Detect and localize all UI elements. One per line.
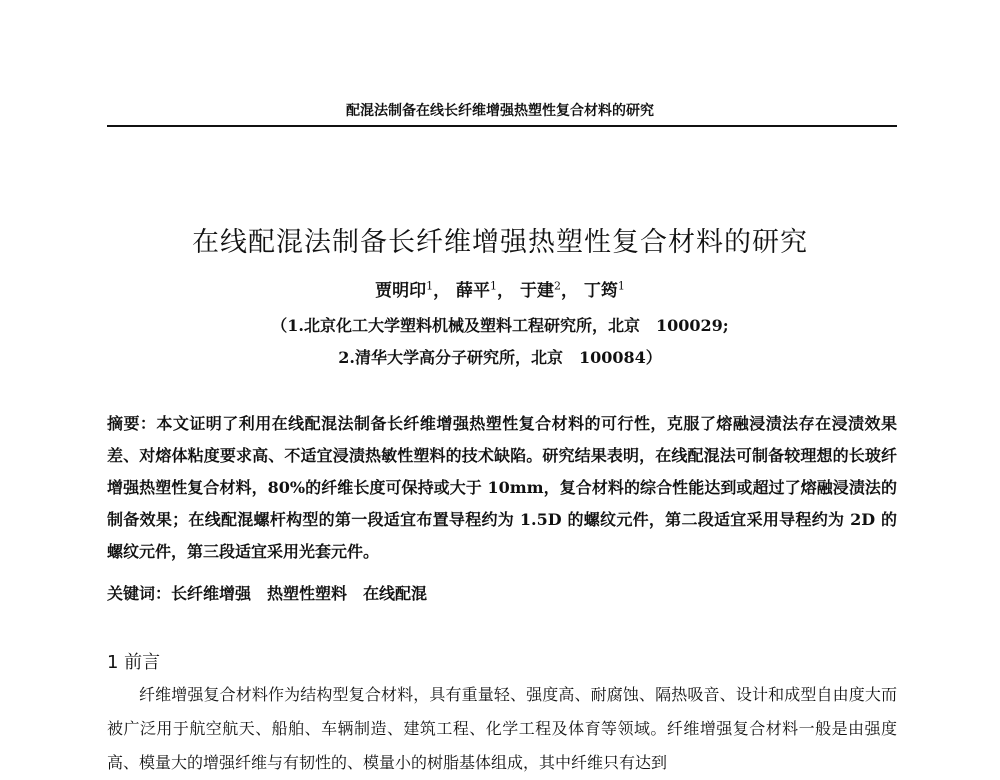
keywords-text: 长纤维增强 热塑性塑料 在线配混 — [171, 584, 428, 603]
header-rule — [107, 125, 897, 127]
author-name: 贾明印 — [375, 281, 427, 301]
section-body-text: 纤维增强复合材料作为结构型复合材料，具有重量轻、强度高、耐腐蚀、隔热吸音、设计和成型自由度大而被广泛用于航空航天、船舶、车辆制造、建筑工程、化学工程及体育等领域。纤维增强复合材料一般是由强度高、模量大的增强纤维与有韧性的、模量小的树脂基体组成，其中纤维只有达到 — [107, 685, 897, 772]
author-list — [0, 276, 1000, 301]
author-name: 薛平 — [456, 281, 491, 301]
abstract — [107, 408, 897, 568]
running-header: 配混法制备在线长纤维增强热塑性复合材料的研究 — [346, 103, 654, 119]
author-separator: ， — [560, 281, 578, 301]
author-affil-mark: 1 — [490, 279, 498, 293]
abstract-text: 本文证明了利用在线配混法制备长纤维增强热塑性复合材料的可行性，克服了熔融浸渍法存在浸渍效果差、对熔体粘度要求高、不适宜浸渍热敏性塑料的技术缺陷。研究结果表明，在线配混法可制备较理想的长玻纤增强热塑性复合材料，80%的纤维长度可保持或大于 10mm，复合材料的综合性能达到或超过了熔融浸渍法的制备效果；在线配混螺杆构型的第一段适宜布置导程约为 1.5D 的螺纹元件，第二段适宜采用导程约为 2D 的螺纹元件，第三段适宜采用光套元件。 — [107, 414, 897, 561]
section-heading: 1 前言 — [107, 652, 161, 673]
author-affil-mark: 2 — [553, 279, 561, 293]
affiliation-line-1: （1.北京化工大学塑料机械及塑料工程研究所，北京 100029; — [271, 316, 729, 335]
keywords — [107, 580, 897, 608]
affiliation-line-2: 2.清华大学高分子研究所，北京 100084） — [338, 348, 662, 367]
abstract-label: 摘要： — [107, 414, 157, 433]
author-separator: ， — [497, 281, 515, 301]
author-affil-mark: 1 — [426, 279, 434, 293]
author-name: 丁筠 — [583, 281, 618, 301]
author-name: 于建 — [519, 281, 554, 301]
keywords-label: 关键词： — [107, 584, 172, 603]
author-separator: ， — [433, 281, 451, 301]
paper-title: 在线配混法制备长纤维增强热塑性复合材料的研究 — [192, 227, 808, 258]
author-affil-mark: 1 — [617, 279, 625, 293]
